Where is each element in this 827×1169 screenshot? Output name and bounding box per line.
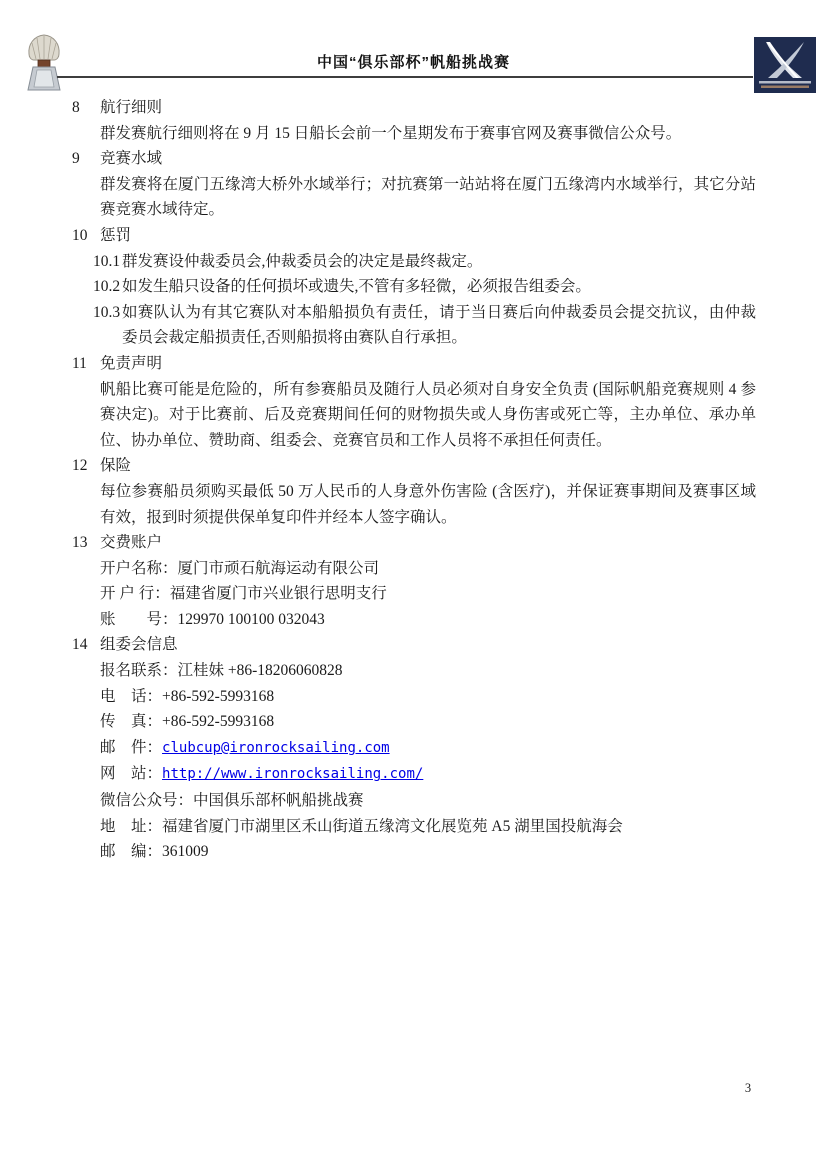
section-heading: [72, 632, 756, 658]
section-number: 13: [72, 534, 88, 552]
section-title: 竞赛水域: [100, 150, 163, 168]
field-colon: ：: [162, 610, 178, 628]
field-label: 开 户 行: [100, 585, 155, 603]
field-address: [100, 814, 756, 840]
subitem-text: 如发生船只设备的任何损坏或遗失,不管有多轻微，必须报告组委会。: [122, 278, 591, 296]
section-number: 14: [72, 636, 88, 654]
field-value: 厦门市顽石航海运动有限公司: [177, 559, 380, 577]
section-sailing-instructions: [72, 95, 756, 146]
section-heading: [72, 351, 756, 377]
website-link[interactable]: http://www.ironrocksailing.com/: [162, 766, 424, 783]
field-wechat-account: [100, 788, 756, 814]
section-number: 12: [72, 457, 88, 475]
section-heading: [72, 453, 756, 479]
section-heading: [72, 530, 756, 556]
field-website: [100, 761, 756, 788]
field-postal-code: [100, 839, 756, 865]
field-colon: ：: [146, 817, 163, 835]
field-colon: ：: [177, 792, 194, 810]
subitem-number: 10.3: [93, 303, 121, 321]
field-label: 邮 件: [100, 738, 147, 756]
field-label: 微信公众号: [100, 792, 178, 810]
section-title: 惩罚: [100, 226, 132, 244]
field-value: +86-592-5993168: [162, 713, 275, 731]
section-title: 保险: [100, 457, 132, 475]
section-paragraph: 帆船比赛可能是危险的，所有参赛船员及随行人员必须对自身安全负责 (国际帆船竞赛规则 4 参赛决定)。对于比赛前、后及竞赛期间任何的财物损失或人身伤害或死亡等，主办单位、承办单位、协办单位、赞助商、组委会、竞赛官员和工作人员将不承担任何责任。: [100, 380, 756, 449]
field-fax: [100, 709, 756, 735]
field-colon: ：: [162, 662, 178, 680]
subitem-10-1: [93, 249, 756, 275]
subitem-10-2: [93, 274, 756, 300]
field-label: 报名联系: [100, 662, 163, 680]
field-value: +86-592-5993168: [162, 687, 275, 705]
field-value: 福建省厦门市湖里区禾山街道五缘湾文化展览苑 A5 湖里国投航海会: [162, 817, 623, 835]
field-colon: ：: [162, 559, 178, 577]
field-label: 传 真: [100, 713, 147, 731]
subitem-10-3: [93, 300, 756, 351]
field-value: 江桂妹 +86-18206060828: [177, 662, 343, 680]
section-paragraph: 群发赛将在厦门五缘湾大桥外水域举行；对抗赛第一站站将在厦门五缘湾内水域举行，其它分站赛竞赛水域待定。: [100, 175, 756, 219]
document-body: [72, 95, 756, 865]
field-label: 网 站: [100, 765, 147, 783]
crossed-sails-logo-icon: [754, 37, 816, 93]
field-colon: ：: [146, 713, 163, 731]
field-colon: ：: [146, 738, 163, 756]
section-heading: [72, 146, 756, 172]
section-racing-area: [72, 146, 756, 223]
section-number: 10: [72, 226, 88, 244]
field-value: 中国俱乐部杯帆船挑战赛: [193, 792, 364, 810]
section-paragraph: 每位参赛船员须购买最低 50 万人民币的人身意外伤害险 (含医疗)，并保证赛事期间及赛事区域有效，报到时须提供保单复印件并经本人签字确认。: [100, 482, 756, 526]
field-account-name: [100, 556, 756, 582]
field-label: 邮 编: [100, 843, 147, 861]
field-colon: ：: [146, 687, 163, 705]
field-colon: ：: [146, 843, 163, 861]
field-value: 福建省厦门市兴业银行思明支行: [169, 585, 387, 603]
section-payment-account: [72, 530, 756, 632]
field-colon: ：: [154, 585, 170, 603]
section-heading: [72, 95, 756, 121]
section-title: 交费账户: [100, 534, 163, 552]
email-link[interactable]: clubcup@ironrocksailing.com: [162, 739, 390, 756]
section-insurance: [72, 453, 756, 530]
field-label: 地 址: [100, 817, 147, 835]
section-title: 免责声明: [100, 354, 163, 372]
section-number: 8: [72, 99, 80, 116]
field-value: 129970 100100 032043: [177, 610, 325, 628]
field-label: 开户名称: [100, 559, 163, 577]
section-heading: [72, 223, 756, 249]
field-account-number: [100, 607, 756, 633]
subitem-text: 群发赛设仲裁委员会,仲裁委员会的决定是最终裁定。: [122, 252, 483, 270]
section-committee-info: [72, 632, 756, 864]
section-title: 航行细则: [100, 99, 163, 116]
header-rule: [57, 76, 753, 78]
section-number: 9: [72, 150, 80, 168]
field-email: [100, 735, 756, 762]
section-penalty: [72, 223, 756, 351]
document-title: 中国“俱乐部杯”帆船挑战赛: [316, 54, 510, 71]
section-paragraph: 群发赛航行细则将在 9 月 15 日船长会前一个星期发布于赛事官网及赛事微信公众号。: [100, 124, 682, 142]
section-disclaimer: [72, 351, 756, 453]
field-registration-contact: [100, 658, 756, 684]
subitem-number: 10.1: [93, 252, 121, 270]
field-phone: [100, 684, 756, 710]
field-bank: [100, 581, 756, 607]
field-label: 电 话: [100, 687, 147, 705]
field-colon: ：: [146, 765, 163, 783]
page-number: 3: [744, 1081, 752, 1095]
subitem-number: 10.2: [93, 278, 121, 296]
section-number: 11: [72, 354, 87, 372]
field-label: 账 号: [100, 610, 163, 628]
field-value: 361009: [162, 843, 209, 861]
section-title: 组委会信息: [100, 636, 178, 654]
subitem-text: 如赛队认为有其它赛队对本船船损负有责任，请于当日赛后向仲裁委员会提交抗议，由仲裁委员会裁定船损责任,否则船损将由赛队自行承担。: [122, 303, 756, 347]
